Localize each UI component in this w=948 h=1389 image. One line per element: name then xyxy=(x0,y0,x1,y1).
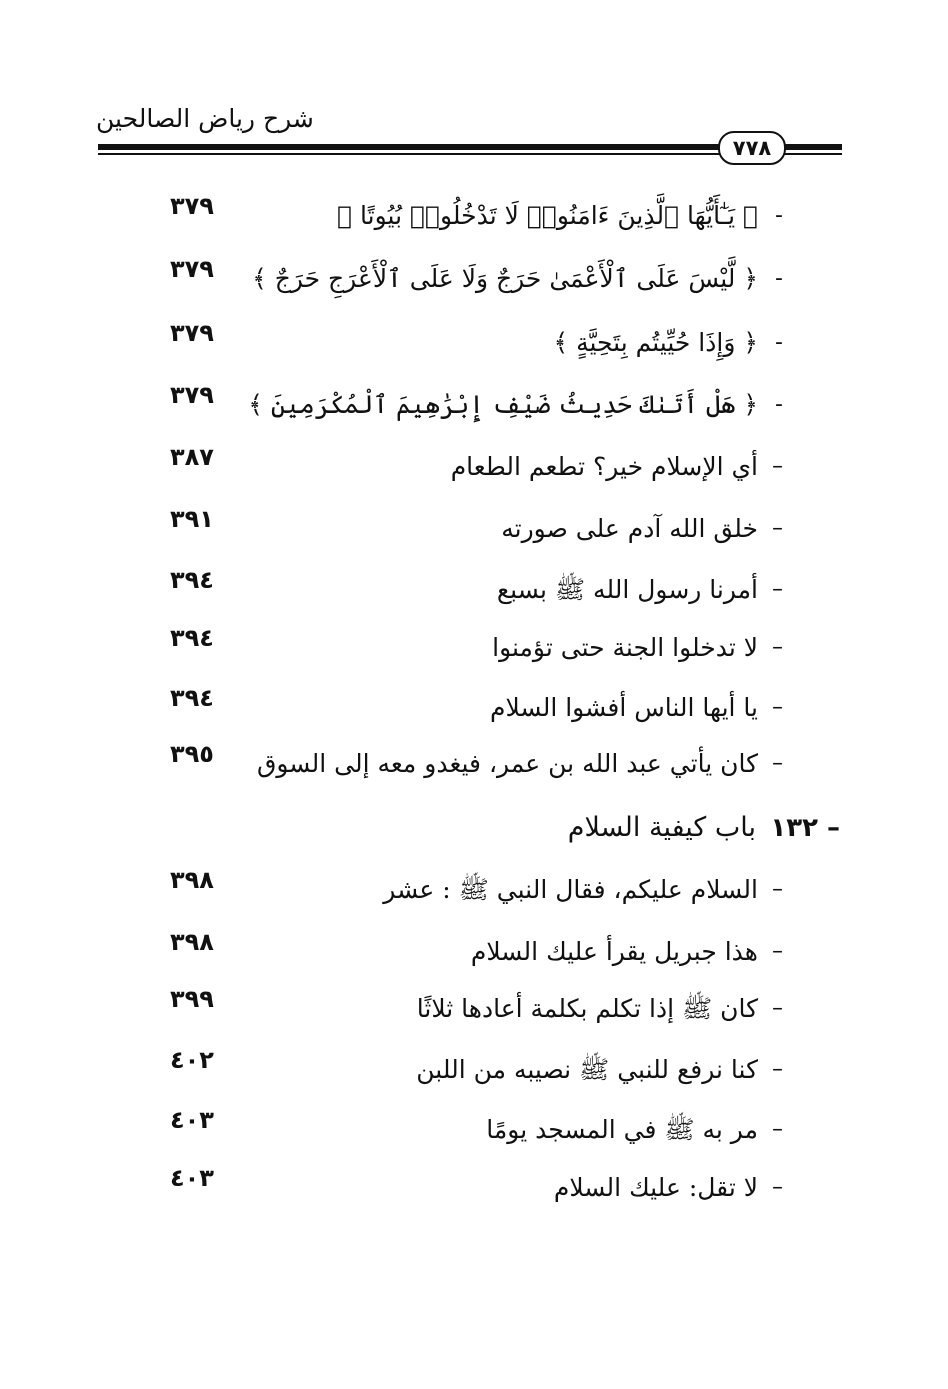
entry-text: ﴿ يَـٰٓأَيُّهَا ٱلَّذِينَ ءَامَنُوا۟ لَا تَدْخُلُوا۟ بُيُوتًا ﴾ xyxy=(337,201,758,230)
index-entry xyxy=(0,1164,948,1218)
chapter-heading xyxy=(0,808,948,858)
entry-page-number: ٤٠٢ xyxy=(170,1046,214,1074)
entry-dash: – xyxy=(772,939,783,964)
index-entry xyxy=(0,443,948,497)
entry-text: يا أيها الناس أفشوا السلام xyxy=(490,693,758,722)
entry-text: كان ﷺ إذا تكلم بكلمة أعادها ثلاثًا xyxy=(416,994,758,1023)
entry-text: كنا نرفع للنبي ﷺ نصيبه من اللبن xyxy=(416,1055,758,1084)
entry-page-number: ٣٨٧ xyxy=(170,443,214,471)
entry-page-number: ٣٩٩ xyxy=(170,985,214,1013)
entry-dash: – xyxy=(772,1175,783,1200)
entry-dash: - xyxy=(775,203,783,228)
entry-dash: – xyxy=(772,577,783,602)
entry-page-number: ٤٠٣ xyxy=(170,1106,214,1134)
entry-text: كان يأتي عبد الله بن عمر، فيغدو معه إلى السوق xyxy=(256,749,758,778)
entry-dash: – xyxy=(772,751,783,776)
index-entry xyxy=(0,624,948,678)
entry-page-number: ٣٩٨ xyxy=(170,928,214,956)
entry-text: ﴿ لَّيْسَ عَلَى ٱلْأَعْمَىٰ حَرَجٌ وَلَا عَلَى ٱلْأَعْرَجِ حَرَجٌ ﴾ xyxy=(252,264,758,293)
index-entry xyxy=(0,1106,948,1160)
entry-text: لا تقل: عليك السلام xyxy=(553,1173,758,1202)
index-entry xyxy=(0,255,948,309)
entry-page-number: ٣٩٥ xyxy=(170,740,214,768)
entry-dash: - xyxy=(775,266,783,291)
entry-text: ﴿ وَإِذَا حُيِّيتُم بِتَحِيَّةٍ ﴾ xyxy=(553,328,758,357)
entry-page-number: ٣٩٨ xyxy=(170,866,214,894)
entry-text: هذا جبريل يقرأ عليك السلام xyxy=(470,937,758,966)
entry-text: أي الإسلام خير؟ تطعم الطعام xyxy=(450,452,758,481)
entry-text: مر به ﷺ في المسجد يومًا xyxy=(486,1115,758,1144)
running-header-title: شرح رياض الصالحين xyxy=(96,104,314,133)
entry-dash: – xyxy=(772,516,783,541)
entry-page-number: ٣٧٩ xyxy=(170,255,214,283)
entry-text: السلام عليكم، فقال النبي ﷺ : عشر xyxy=(383,875,758,904)
entry-dash: - xyxy=(775,392,783,417)
index-entry xyxy=(0,192,948,246)
index-entry xyxy=(0,566,948,620)
entry-dash: – xyxy=(772,996,783,1021)
entry-text: لا تدخلوا الجنة حتى تؤمنوا xyxy=(492,633,758,662)
index-entry xyxy=(0,1046,948,1100)
entry-page-number: ٤٠٣ xyxy=(170,1164,214,1192)
entry-page-number: ٣٧٩ xyxy=(170,381,214,409)
chapter-number: ١٣٢ – xyxy=(770,813,840,843)
entry-dash: – xyxy=(772,635,783,660)
entry-dash: – xyxy=(772,877,783,902)
chapter-title: باب كيفية السلام xyxy=(567,812,756,843)
entry-dash: – xyxy=(772,1057,783,1082)
entry-text: أمرنا رسول الله ﷺ بسبع xyxy=(496,575,758,604)
entry-text: خلق الله آدم على صورته xyxy=(501,514,758,543)
entry-page-number: ٣٧٩ xyxy=(170,192,214,220)
entry-page-number: ٣٧٩ xyxy=(170,319,214,347)
index-entry xyxy=(0,505,948,559)
entry-page-number: ٣٩٤ xyxy=(170,566,214,594)
index-entry xyxy=(0,928,948,982)
page-number: ٧٧٨ xyxy=(718,131,786,165)
index-entry xyxy=(0,381,948,435)
entry-text: ﴿ هَلْ أَتَىٰكَ حَدِيثُ ضَيْفِ إِبْرَٰهِيمَ ٱلْمُكْرَمِينَ ﴾ xyxy=(248,390,758,419)
index-entry xyxy=(0,740,948,794)
entry-dash: – xyxy=(772,454,783,479)
entry-page-number: ٣٩١ xyxy=(170,505,214,533)
index-entry xyxy=(0,866,948,920)
index-entry xyxy=(0,319,948,373)
index-entry xyxy=(0,985,948,1039)
entry-page-number: ٣٩٤ xyxy=(170,624,214,652)
entry-dash: – xyxy=(772,1117,783,1142)
index-entry xyxy=(0,684,948,738)
entry-dash: - xyxy=(775,330,783,355)
entry-page-number: ٣٩٤ xyxy=(170,684,214,712)
entry-dash: – xyxy=(772,695,783,720)
